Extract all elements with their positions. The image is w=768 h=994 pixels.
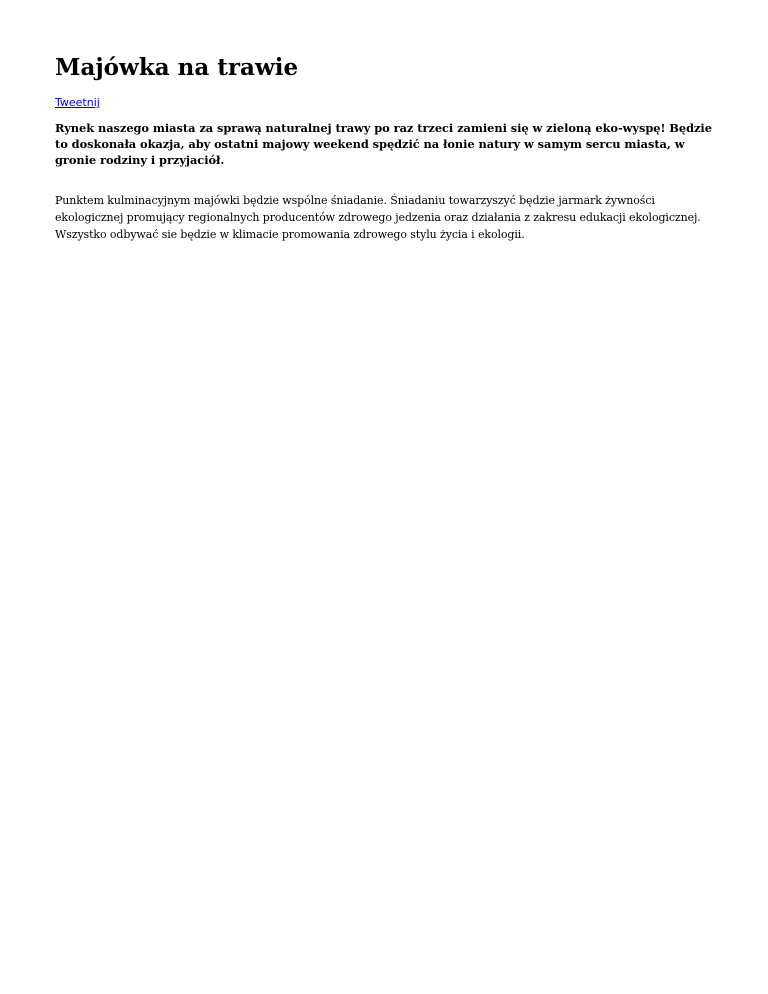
page-title: Majówka na trawie bbox=[55, 54, 299, 81]
tweet-link[interactable]: Tweetnij bbox=[55, 96, 100, 109]
article-page bbox=[0, 0, 768, 243]
article-lead: Rynek naszego miasta za sprawą naturalnej trawy po raz trzeci zamieni się w zieloną eko-wyspę! Będzie to doskonała okazja, aby ostatni majowy weekend spędzić na łonie natury w samym sercu miasta, w gronie rodziny i przyjaciół. bbox=[55, 121, 712, 167]
article-body: Punktem kulminacyjnym majówki będzie wspólne śniadanie. Śniadaniu towarzyszyć będzie jarmark żywności ekologicznej promujący regionalnych producentów zdrowego jedzenia oraz działania z zakresu edukacji ekologicznej. Wszystko odbywać sie będzie w klimacie promowania zdrowego stylu życia i ekologii. bbox=[55, 194, 701, 241]
